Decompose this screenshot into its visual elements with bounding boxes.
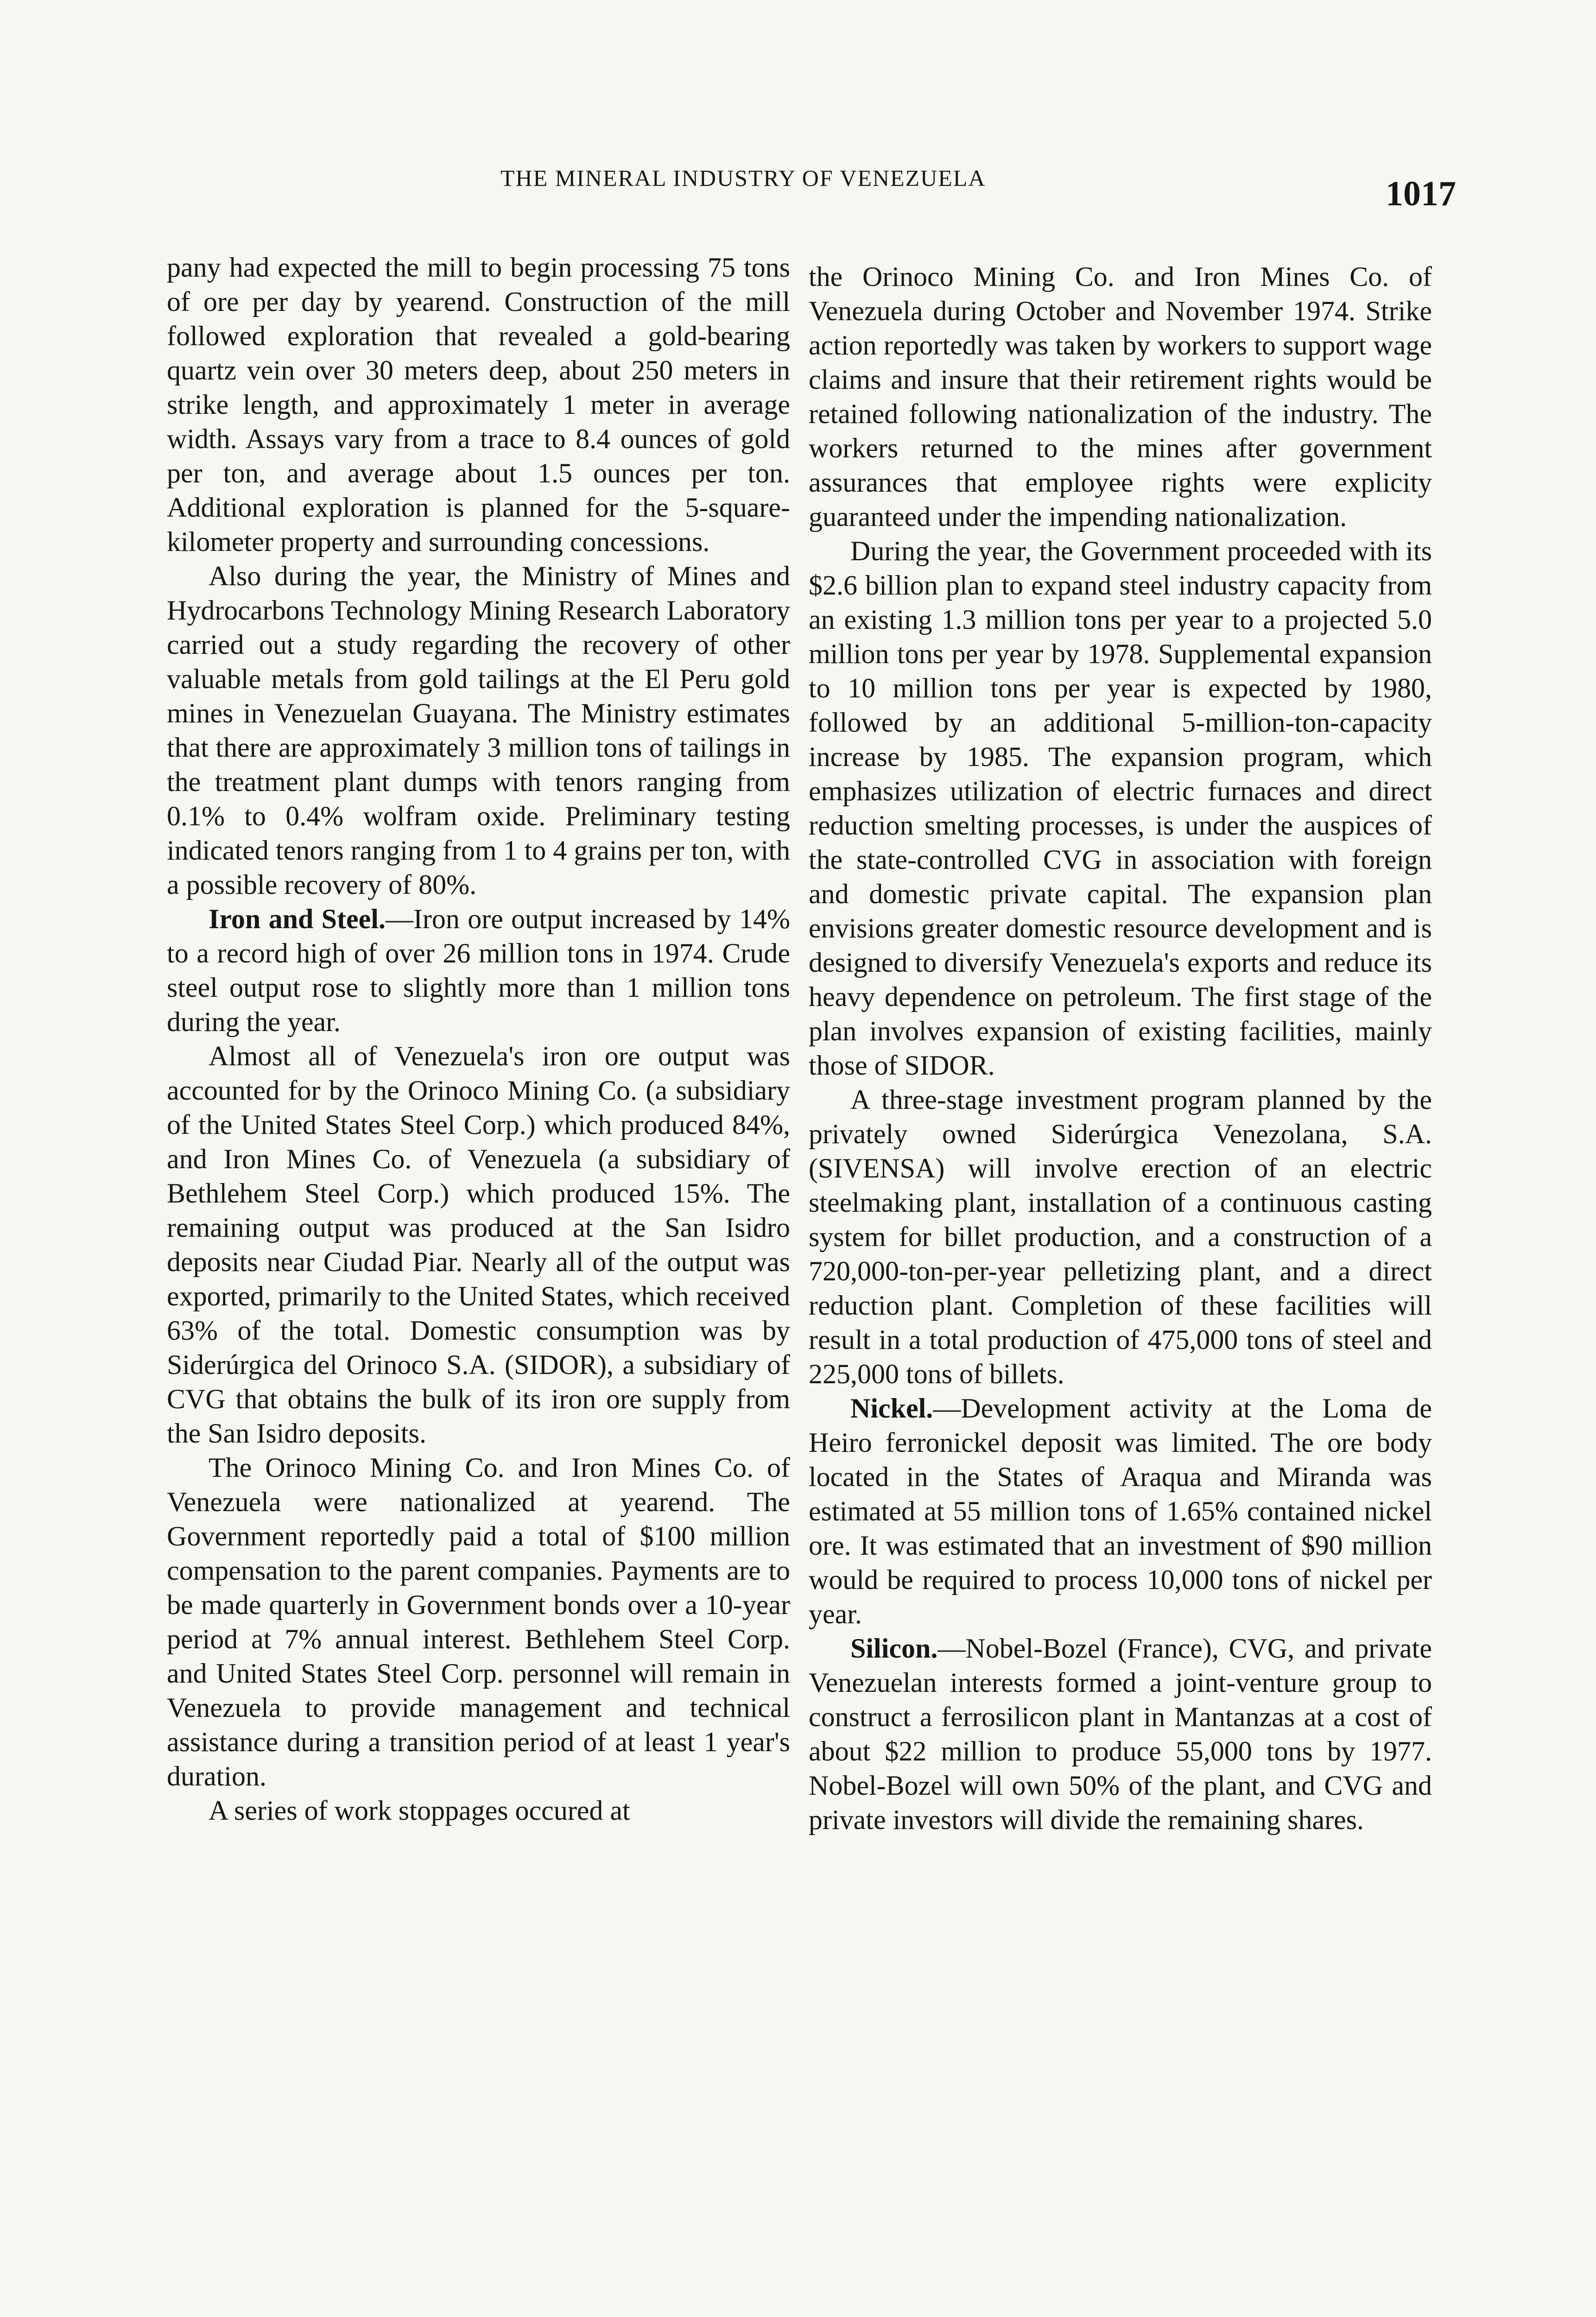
iron-and-steel-text: —Iron ore output increased by 14% to a record high of over 26 million tons in 1974. Crude steel output rose to slightly more than 1 million tons during the year. [167,904,790,1037]
left-paragraph-6: A series of work stoppages occured at [209,1795,630,1826]
page-number: 1017 [1386,174,1456,213]
nickel-paragraph [809,1391,1432,1631]
left-paragraph-5: The Orinoco Mining Co. and Iron Mines Co. of Venezuela were nationalized at yearend. The Government reportedly paid a total of $100 million compensation to the parent companies. Payments are to be made quarterly in Government bonds over a 10-year period at 7% annual interest. Bethlehem Steel Corp. and United States Steel Corp. personnel will remain in Venezuela to provide management and technical assistance during a transition period of at least 1 year's duration. [167,1452,790,1792]
left-paragraph-2: Also during the year, the Ministry of Mines and Hydrocarbons Technology Mining Research Laboratory carried out a study regarding the recovery of other valuable metals from gold tailings at the El Peru gold mines in Venezuelan Guayana. The Ministry estimates that there are approximately 3 million tons of tailings in the treatment plant dumps with tenors ranging from 0.1% to 0.4% wolfram oxide. Preliminary testing indicated tenors ranging from 1 to 4 grains per ton, with a possible recovery of 80%. [167,561,790,900]
right-paragraph-1: the Orinoco Mining Co. and Iron Mines Co. of Venezuela during October and November 1974. Strike action reportedly was taken by workers to support wage claims and insure that their retirement rights would be retained following nationalization of the industry. The workers returned to the mines after government assurances that employee rights were explicity guaranteed under the impending nationalization. [809,261,1432,532]
nickel-text: —Development activity at the Loma de Heiro ferronickel deposit was limited. The ore body located in the States of Araqua and Miranda was estimated at 55 million tons of 1.65% contained nickel ore. It was estimated that an investment of $90 million would be required to process 10,000 tons of nickel per year. [809,1393,1432,1629]
left-paragraph-1: pany had expected the mill to begin processing 75 tons of ore per day by yearend. Construction of the mill followed exploration that revealed a gold-bearing quartz vein over 30 meters deep, about 250 meters in strike length, and approximately 1 meter in average width. Assays vary from a trace to 8.4 ounces of gold per ton, and average about 1.5 ounces per ton. Additional exploration is planned for the 5-square-kilometer property and surrounding concessions. [167,252,790,557]
iron-and-steel-paragraph [167,902,790,1039]
silicon-paragraph [809,1631,1432,1837]
left-column [167,250,790,1828]
right-column [809,260,1432,1837]
section-heading-iron-and-steel: Iron and Steel. [209,904,386,934]
silicon-text: —Nobel-Bozel (France), CVG, and private Venezuelan interests formed a joint-venture group to construct a ferrosilicon plant in Mantanzas at a cost of about $22 million to produce 55,000 tons by 1977. Nobel-Bozel will own 50% of the plant, and CVG and private investors will divide the remaining shares. [809,1633,1432,1835]
section-heading-nickel: Nickel. [850,1393,933,1424]
section-heading-silicon: Silicon. [850,1633,938,1664]
running-head-title: THE MINERAL INDUSTRY OF VENEZUELA [500,165,986,191]
right-paragraph-2: During the year, the Government proceeded with its $2.6 billion plan to expand steel industry capacity from an existing 1.3 million tons per year to a projected 5.0 million tons per year by 1978. Supplemental expansion to 10 million tons per year is expected by 1980, followed by an additional 5-million-ton-capacity increase by 1985. The expansion program, which emphasizes utilization of electric furnaces and direct reduction smelting processes, is under the auspices of the state-controlled CVG in association with foreign and domestic private capital. The expansion plan envisions greater domestic resource development and is designed to diversify Venezuela's exports and reduce its heavy dependence on petroleum. The first stage of the plan involves expansion of existing facilities, mainly those of SIDOR. [809,536,1432,1081]
right-paragraph-3: A three-stage investment program planned by the privately owned Siderúrgica Venezolana, S.A. (SIVENSA) will involve erection of an electric steelmaking plant, installation of a continuous casting system for billet production, and a construction of a 720,000-ton-per-year pelletizing plant, and a direct reduction plant. Completion of these facilities will result in a total production of 475,000 tons of steel and 225,000 tons of billets. [809,1084,1432,1389]
left-paragraph-4: Almost all of Venezuela's iron ore output was accounted for by the Orinoco Mining Co. (a subsidiary of the United States Steel Corp.) which produced 84%, and Iron Mines Co. of Venezuela (a subsidiary of Bethlehem Steel Corp.) which produced 15%. The remaining output was produced at the San Isidro deposits near Ciudad Piar. Nearly all of the output was exported, primarily to the United States, which received 63% of the total. Domestic consumption was by Siderúrgica del Orinoco S.A. (SIDOR), a subsidiary of CVG that obtains the bulk of its iron ore supply from the San Isidro deposits. [167,1041,790,1449]
